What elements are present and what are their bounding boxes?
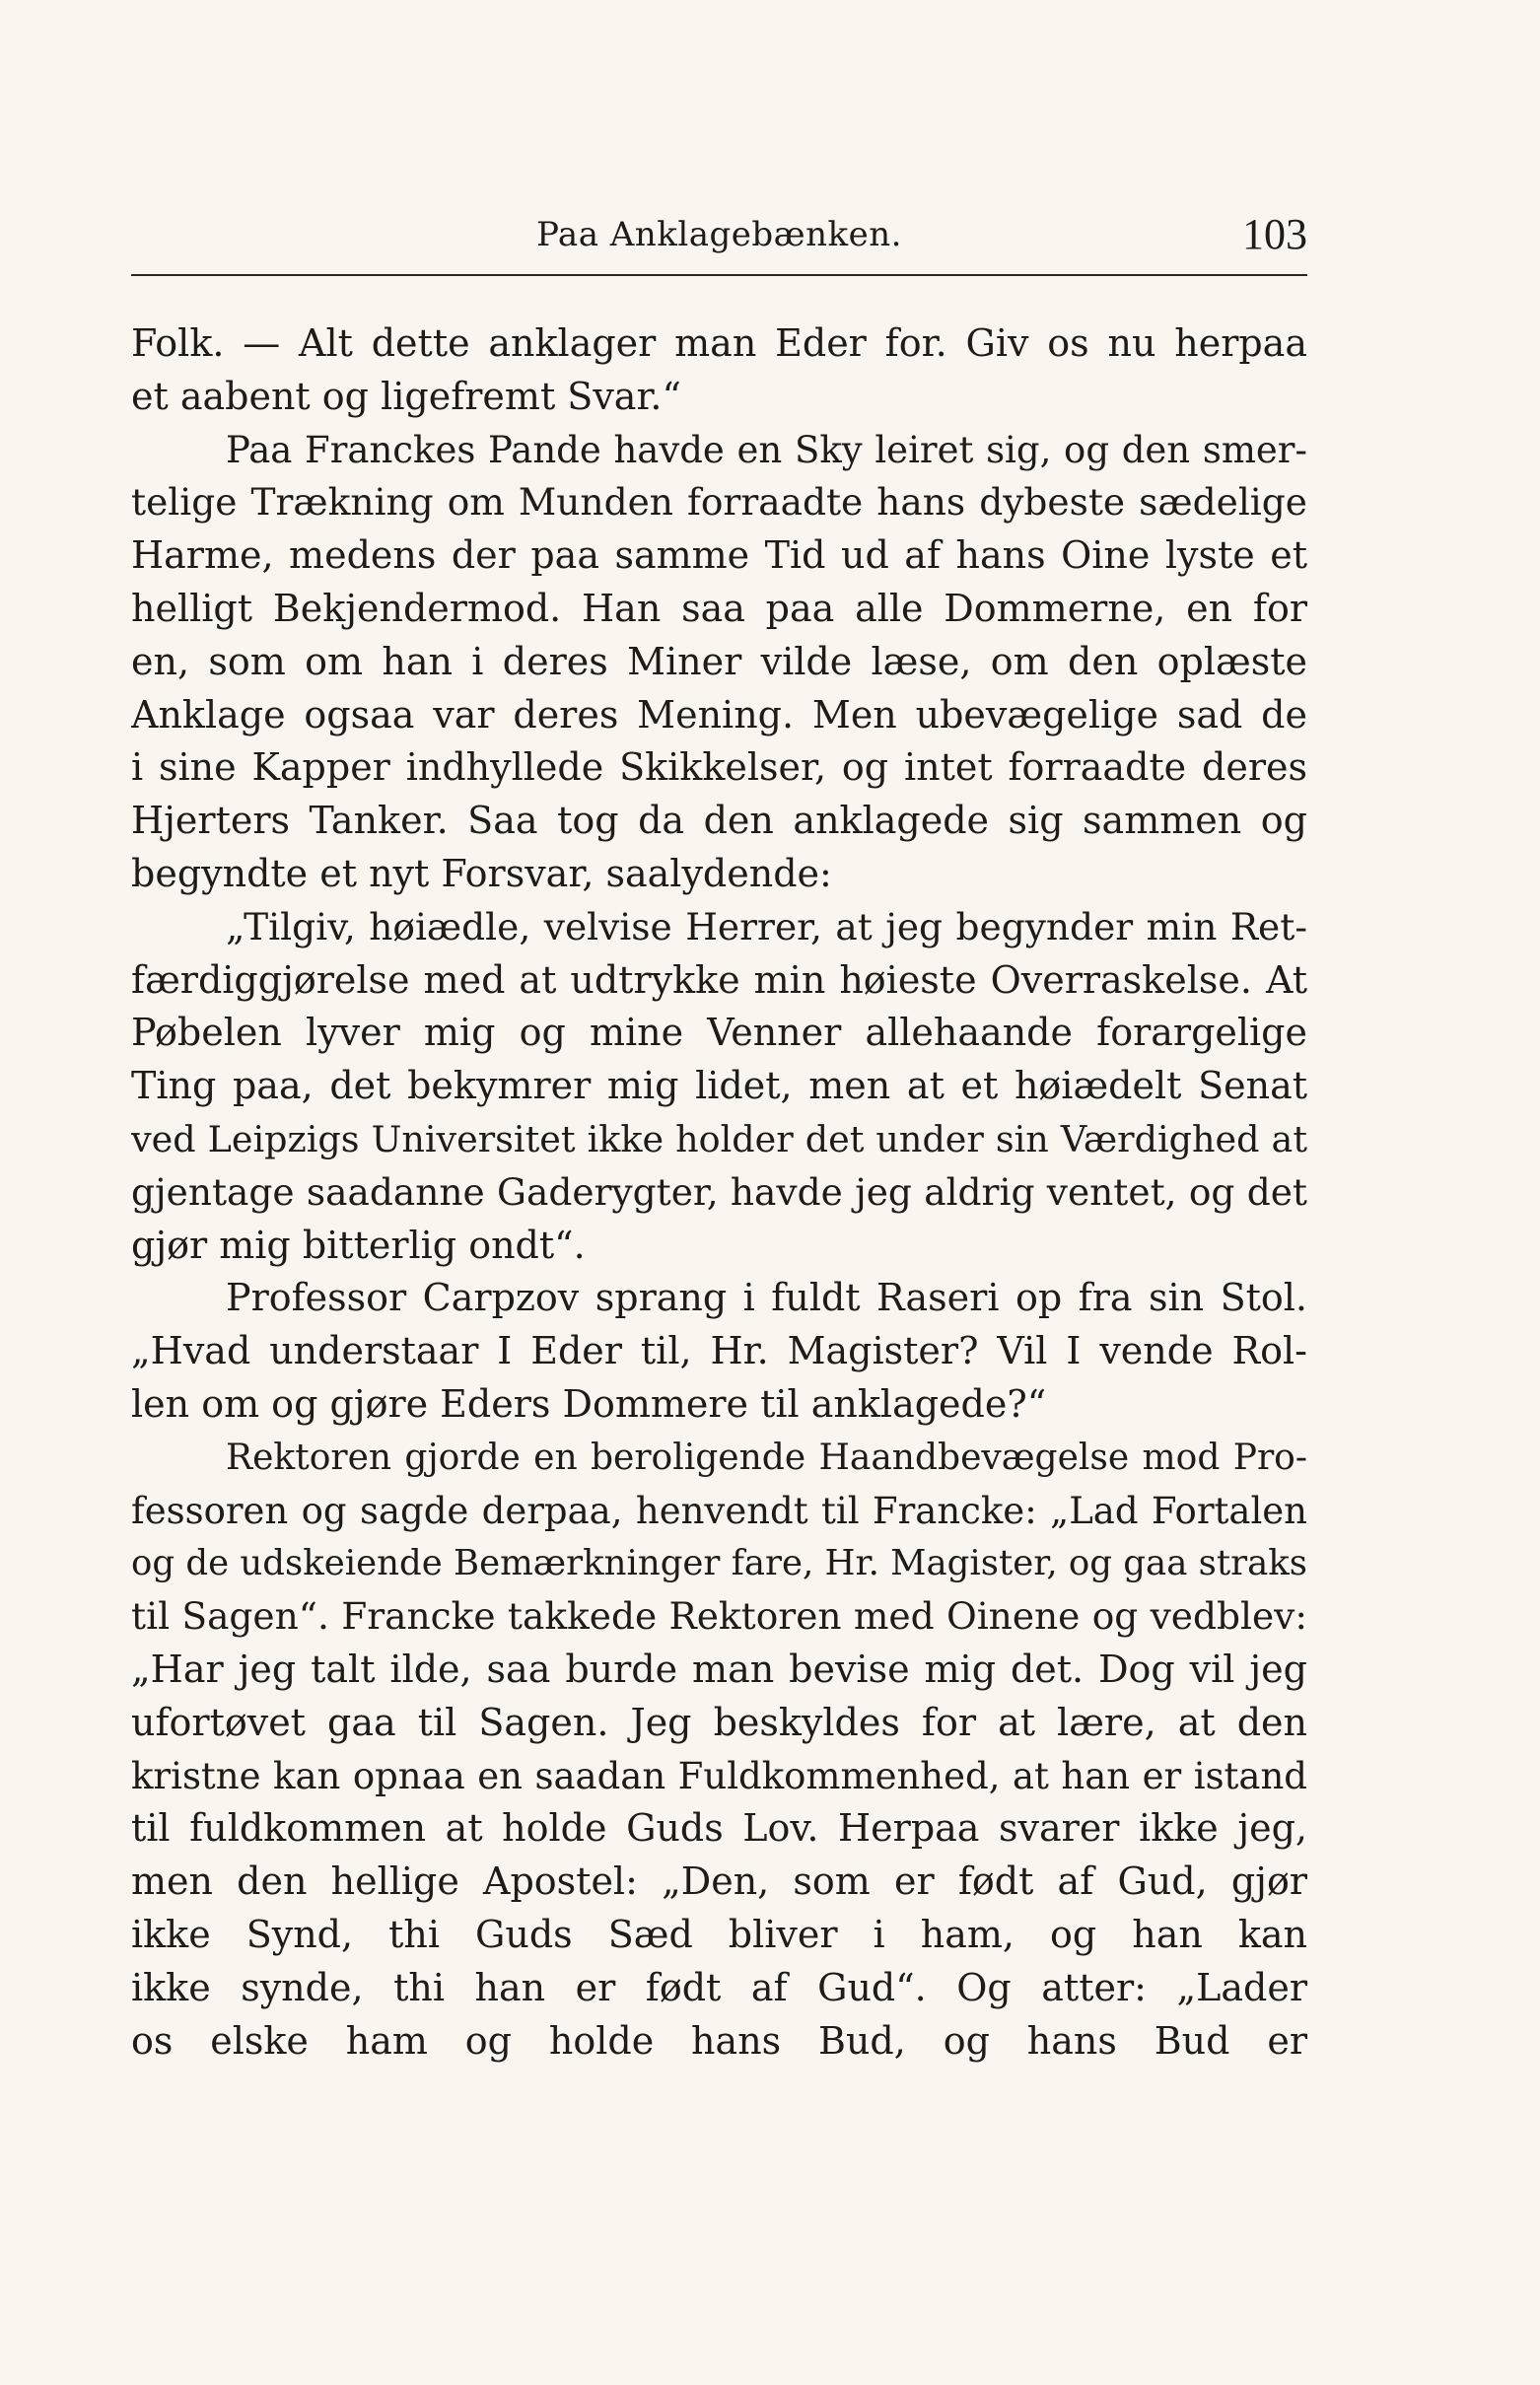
text-line: len om og gjøre Eders Dommere til anklagede?“ [131, 1381, 1047, 1426]
text-line: Pøbelen lyver mig og mine Venner allehaande forargelige [131, 1011, 1307, 1055]
text-line: ufortøvet gaa til Sagen. Jeg beskyldes for at lære, at den [131, 1700, 1307, 1744]
text-line: Hjerters Tanker. Saa tog da den anklagede sig sammen og [131, 799, 1307, 843]
header-rule [131, 274, 1307, 276]
text-line: Professor Carpzov sprang i fuldt Raseri op fra sin Stol. [226, 1276, 1307, 1320]
page-number: 103 [1242, 210, 1307, 258]
text-line: „Tilgiv, høiædle, velvise Herrer, at jeg begynder min Ret- [226, 904, 1307, 948]
text-line: en, som om han i deres Miner vilde læse, om den oplæste [131, 639, 1307, 683]
text-line: „Har jeg talt ilde, saa burde man bevise mig det. Dog vil jeg [131, 1647, 1307, 1691]
text-line: Rektoren gjorde en beroligende Haandbevægelse mod Pro- [226, 1437, 1307, 1478]
text-line: men den hellige Apostel: „Den, som er født af Gud, gjør [131, 1859, 1307, 1904]
text-line: i sine Kapper indhyllede Skikkelser, og intet forraadte deres [131, 745, 1307, 790]
running-head: Paa Anklagebænken. [536, 215, 902, 254]
page-header [131, 205, 1307, 274]
body-text [131, 317, 1307, 2068]
text-line: og de udskeiende Bemærkninger fare, Hr. Magister, og gaa straks [131, 1543, 1307, 1584]
text-line: Anklage ogsaa var deres Mening. Men ubevægelige sad de [131, 692, 1307, 737]
text-line: til Sagen“. Francke takkede Rektoren med Oinene og vedblev: [131, 1594, 1307, 1639]
text-line: telige Trækning om Munden forraadte hans dybeste sædelige [131, 480, 1307, 525]
text-line: gjør mig bitterlig ondt“. [131, 1223, 586, 1267]
text-line: ikke Synd, thi Guds Sæd bliver i ham, og han kan [131, 1912, 1307, 1956]
text-line: ved Leipzigs Universitet ikke holder det under sin Værdighed at [131, 1117, 1307, 1160]
text-line: Ting paa, det bekymrer mig lidet, men at et høiædelt Senat [131, 1064, 1307, 1108]
text-line: Paa Franckes Pande havde en Sky leiret sig, og den smer- [226, 428, 1307, 471]
text-line: kristne kan opnaa en saadan Fuldkommenhed, at han er istand [131, 1754, 1307, 1797]
text-line: Folk. — Alt dette anklager man Eder for. Giv os nu herpaa [131, 321, 1307, 365]
text-line: et aabent og ligefremt Svar.“ [131, 374, 681, 418]
text-line: helligt Bekjendermod. Han saa paa alle Dommerne, en for [131, 586, 1307, 630]
text-line: „Hvad understaar I Eder til, Hr. Magister? Vil I vende Rol- [131, 1329, 1307, 1373]
text-line: til fuldkommen at holde Guds Lov. Herpaa svarer ikke jeg, [131, 1806, 1307, 1851]
text-line: gjentage saadanne Gaderygter, havde jeg aldrig ventet, og det [131, 1169, 1307, 1214]
text-line: begyndte et nyt Forsvar, saalydende: [131, 851, 832, 895]
text-line: Harme, medens der paa samme Tid ud af hans Oine lyste et [131, 533, 1307, 578]
text-line: os elske ham og holde hans Bud, og hans Bud er [131, 2018, 1307, 2063]
text-line: fessoren og sagde derpaa, henvendt til Francke: „Lad Fortalen [131, 1489, 1307, 1532]
text-line: ikke synde, thi han er født af Gud“. Og atter: „Lader [131, 1965, 1307, 2009]
text-line: færdiggjørelse med at udtrykke min høieste Overraskelse. At [131, 957, 1307, 1002]
